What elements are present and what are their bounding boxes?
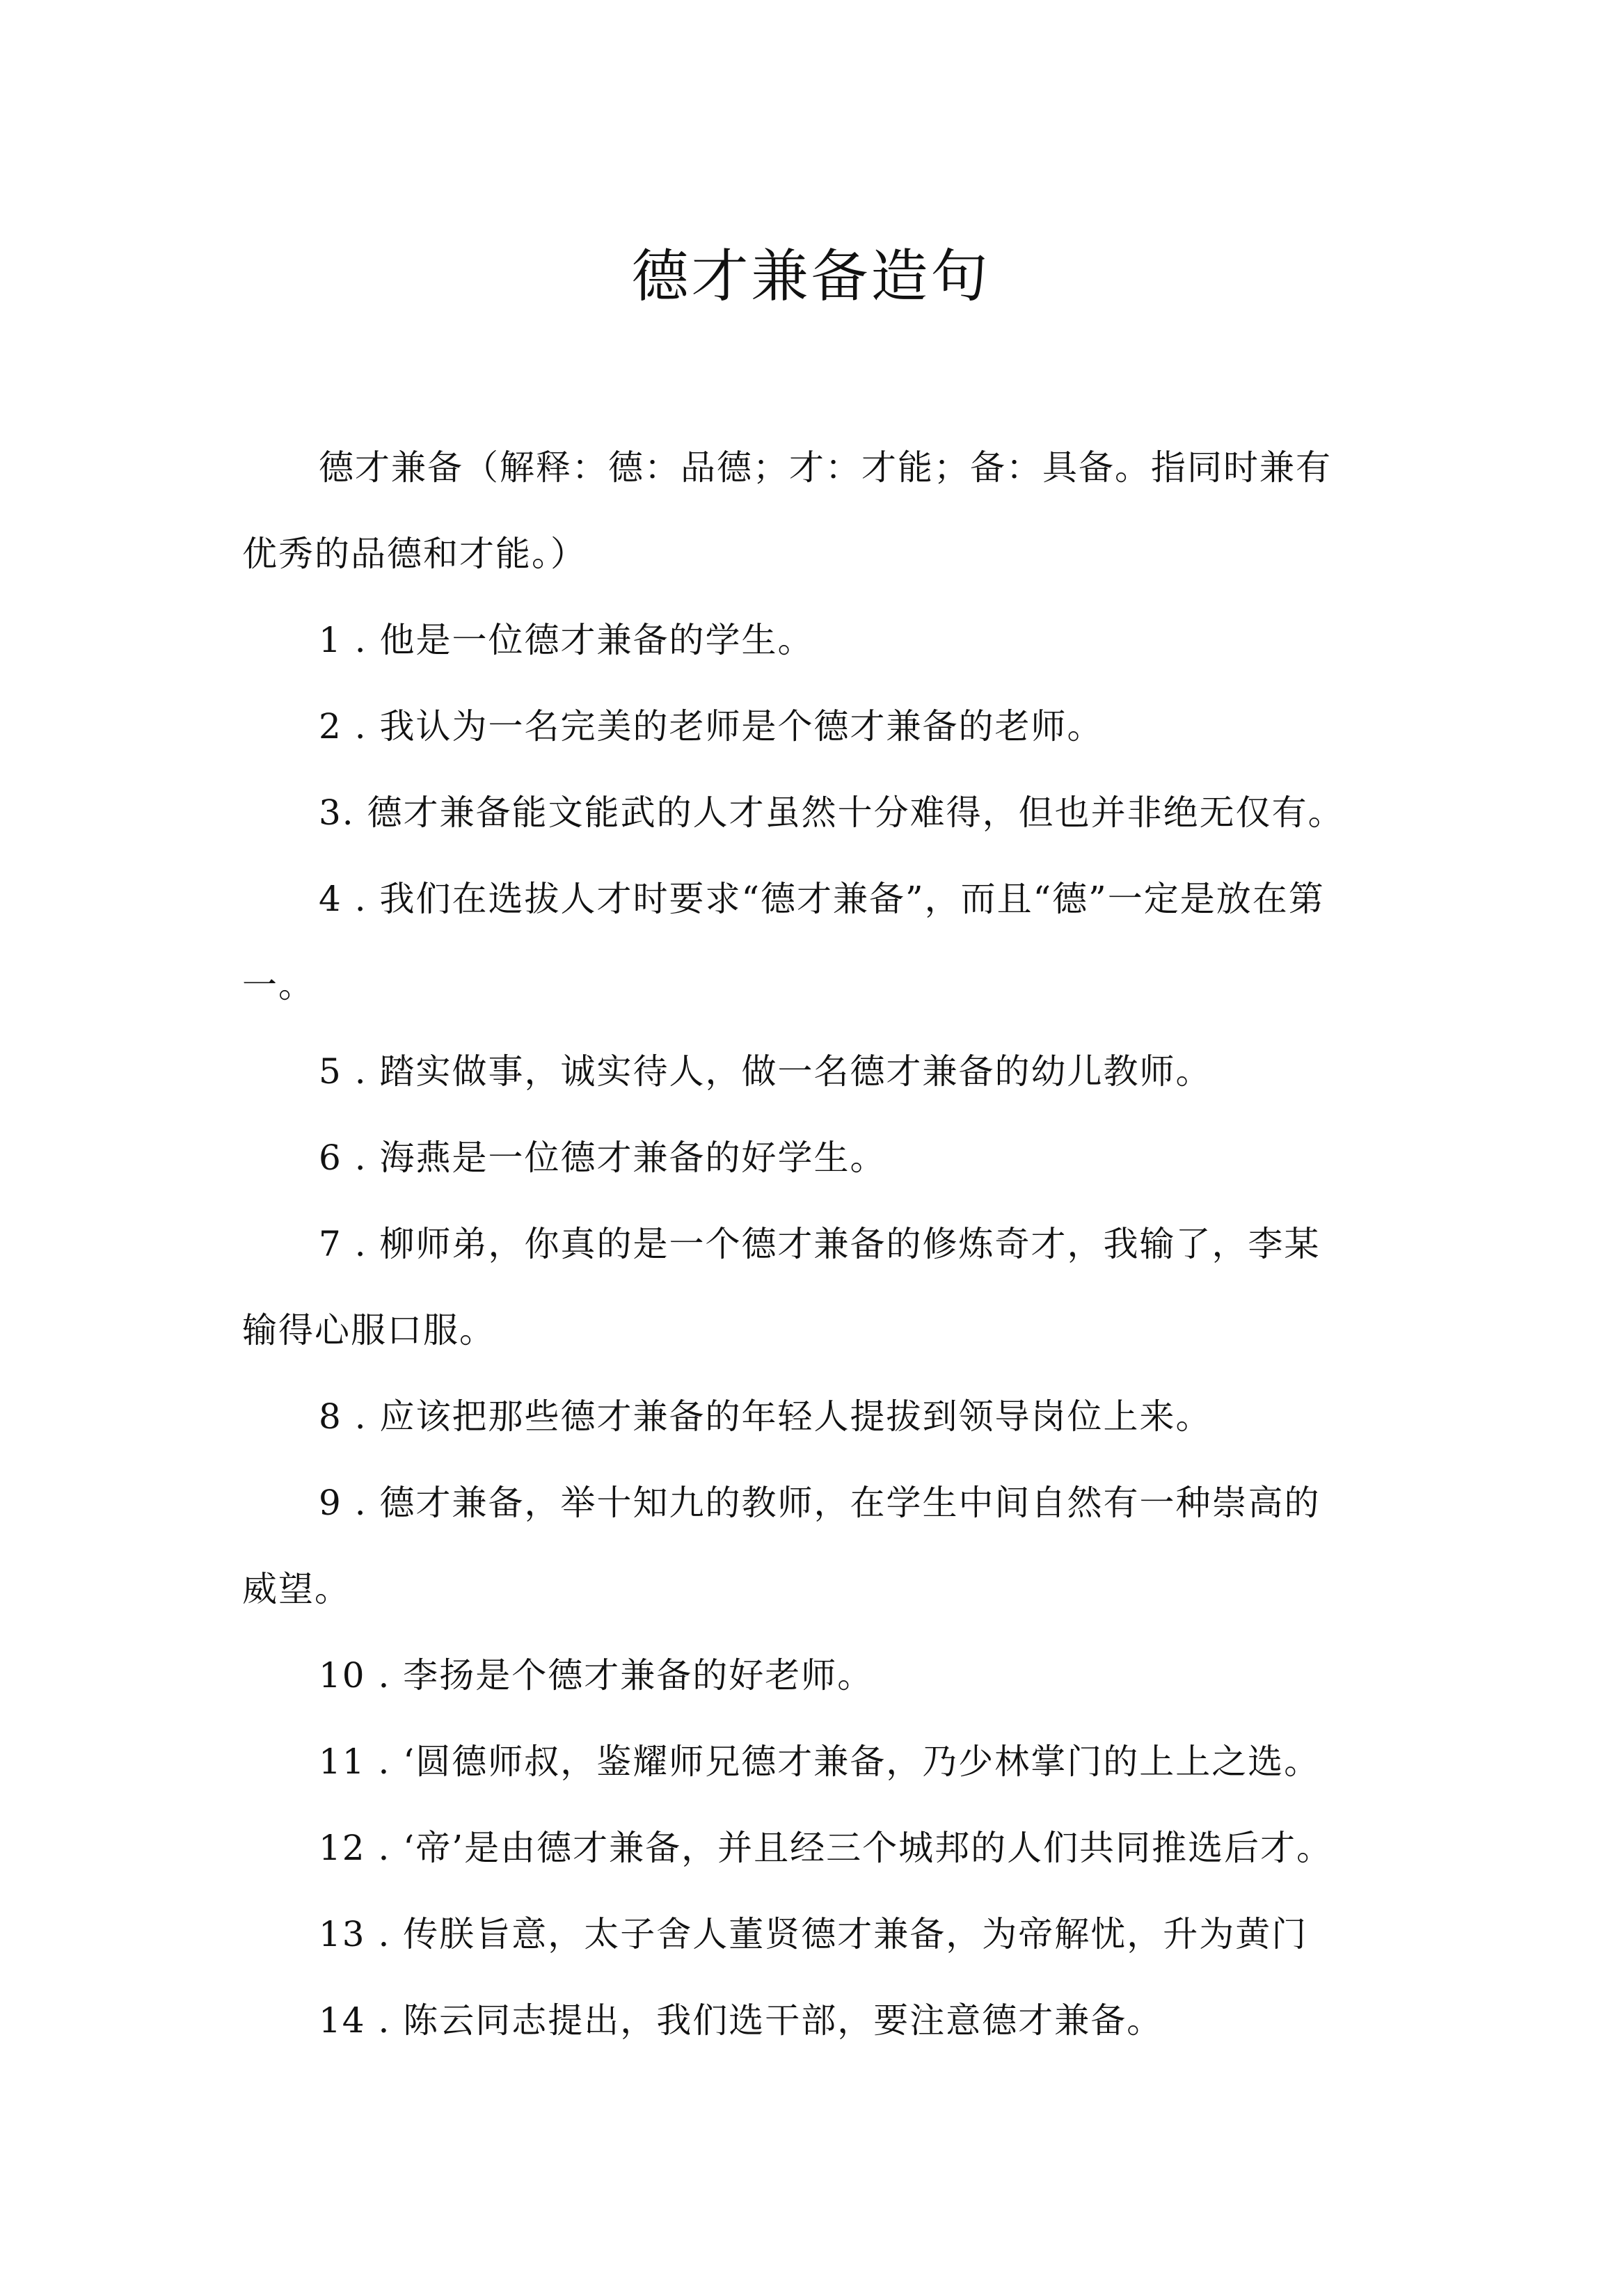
- sentence-13: 13 . 传朕旨意，太子舍人董贤德才兼备，为帝解忧，升为黄门: [319, 1914, 1308, 1954]
- sentence-2: 2 . 我认为一名完美的老师是个德才兼备的老师。: [319, 706, 1104, 747]
- sentence-8: 8 . 应该把那些德才兼备的年轻人提拔到领导岗位上来。: [319, 1396, 1212, 1437]
- sentence-9: 9 . 德才兼备，举十知九的教师，在学生中间自然有一种崇高的 威望。: [242, 1483, 1321, 1609]
- sentence-10: 10 . 李扬是个德才兼备的好老师。: [319, 1655, 874, 1696]
- sentence-14: 14 . 陈云同志提出，我们选干部，要注意德才兼备。: [319, 2000, 1163, 2041]
- sentence-7: 7 . 柳师弟，你真的是一个德才兼备的修炼奇才，我输了，李某 输得心服口服。: [242, 1224, 1321, 1350]
- page-title: 德才兼备造句: [631, 244, 991, 310]
- sentence-5: 5 . 踏实做事，诚实待人，做一名德才兼备的幼儿教师。: [319, 1051, 1212, 1092]
- document-body: [242, 424, 1362, 2064]
- sentence-1: 1 . 他是一位德才兼备的学生。: [319, 620, 814, 660]
- sentence-3: 3. 德才兼备能文能武的人才虽然十分难得，但也并非绝无仅有。: [319, 792, 1344, 833]
- sentence-6: 6 . 海燕是一位德才兼备的好学生。: [319, 1138, 886, 1178]
- intro-paragraph: 德才兼备（解释：德：品德；才：才能；备：具备。指同时兼有优秀的品德和才能。）: [242, 447, 1332, 574]
- sentence-4: 4 . 我们在选拔人才时要求“德才兼备”，而且“德”一定是放在第一。: [242, 879, 1325, 1005]
- sentence-11: 11 . ‘圆德师叔，鉴耀师兄德才兼备，乃少林掌门的上上之选。: [319, 1741, 1321, 1782]
- sentence-12: 12 . ‘帝’是由德才兼备，并且经三个城邦的人们共同推选后才。: [319, 1828, 1333, 1868]
